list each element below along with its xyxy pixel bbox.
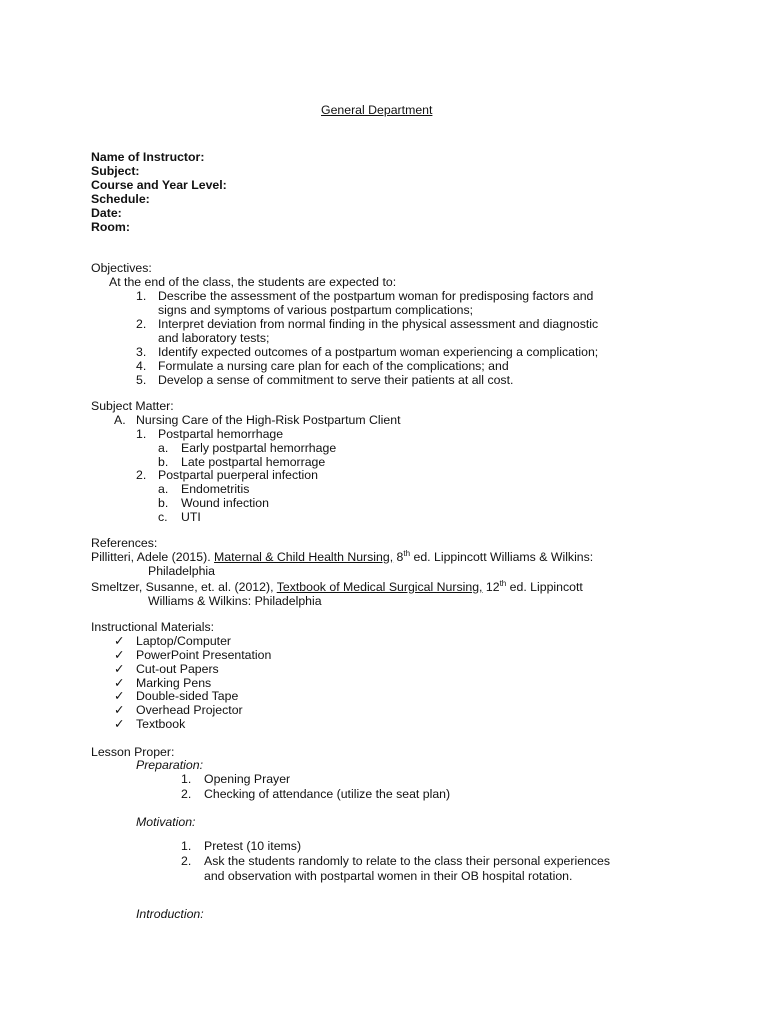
reference-edition-suffix: th	[499, 578, 507, 588]
objective-text: Formulate a nursing care plan for each of the complications; and	[158, 359, 509, 373]
checkmark-icon: ✓	[114, 703, 125, 717]
reference-title: Textbook of Medical Surgical Nursing,	[276, 580, 483, 594]
material-item	[114, 662, 219, 676]
field-course-year: Course and Year Level:	[91, 178, 227, 192]
reference-continuation: Philadelphia	[148, 564, 216, 578]
objective-number: 1.	[136, 289, 147, 303]
material-item	[114, 648, 271, 662]
checkmark-icon: ✓	[114, 676, 125, 690]
reference-edition: 12	[485, 580, 500, 594]
lesson-heading: Lesson Proper:	[91, 745, 175, 759]
objective-number: 2.	[136, 317, 147, 331]
objective-text: Interpret deviation from normal finding in the physical assessment and diagnostic	[158, 317, 599, 331]
objective-text: Describe the assessment of the postpartum woman for predisposing factors and	[158, 289, 594, 303]
motivation-label: Motivation:	[136, 815, 196, 829]
subtopic-marker: b.	[158, 496, 169, 510]
reference-entry	[91, 550, 593, 564]
objective-text: and laboratory tests;	[158, 331, 270, 345]
material-label: Marking Pens	[136, 676, 212, 690]
reference-edition-suffix: th	[403, 548, 411, 558]
reference-continuation: Williams & Wilkins: Philadelphia	[148, 594, 322, 608]
objective-number: 5.	[136, 373, 147, 387]
subject-matter-heading: Subject Matter:	[91, 399, 174, 413]
material-item	[114, 676, 211, 690]
subtopic-marker: a.	[158, 441, 169, 455]
topic-number: 2.	[136, 468, 147, 482]
material-label: Textbook	[136, 717, 186, 731]
checkmark-icon: ✓	[114, 689, 125, 703]
checkmark-icon: ✓	[114, 648, 125, 662]
preparation-label: Preparation:	[136, 758, 203, 772]
introduction-label: Introduction:	[136, 907, 204, 921]
objectives-heading: Objectives:	[91, 261, 152, 275]
topic-number: 1.	[136, 427, 147, 441]
checkmark-icon: ✓	[114, 662, 125, 676]
material-item	[114, 634, 231, 648]
objective-text: Develop a sense of commitment to serve their patients at all cost.	[158, 373, 514, 387]
references-heading: References:	[91, 536, 158, 550]
preparation-step: Opening Prayer	[204, 772, 291, 786]
subtopic-marker: b.	[158, 455, 169, 469]
preparation-number: 2.	[181, 787, 192, 801]
material-label: Double-sided Tape	[136, 689, 239, 703]
motivation-number: 2.	[181, 854, 192, 868]
subtopic-marker: c.	[158, 510, 168, 524]
reference-entry	[91, 580, 583, 594]
checkmark-icon: ✓	[114, 717, 125, 731]
material-label: PowerPoint Presentation	[136, 648, 272, 662]
motivation-step: Ask the students randomly to relate to the class their personal experiences	[204, 854, 611, 868]
material-label: Cut-out Papers	[136, 662, 219, 676]
objective-number: 3.	[136, 345, 147, 359]
field-date: Date:	[91, 206, 122, 220]
subtopic-text: Early postpartal hemorrhage	[181, 441, 337, 455]
preparation-step: Checking of attendance (utilize the seat plan)	[204, 787, 451, 801]
reference-author: Smeltzer, Susanne, et. al. (2012),	[91, 580, 274, 594]
motivation-step: Pretest (10 items)	[204, 839, 302, 853]
motivation-number: 1.	[181, 839, 192, 853]
reference-author: Pillitteri, Adele (2015).	[91, 550, 211, 564]
topic-text: Postpartal hemorrhage	[158, 427, 284, 441]
material-label: Laptop/Computer	[136, 634, 232, 648]
reference-publisher: ed. Lippincott	[509, 580, 583, 594]
subject-main-text: Nursing Care of the High-Risk Postpartum Client	[136, 413, 401, 427]
subtopic-text: Endometritis	[181, 482, 250, 496]
objectives-intro: At the end of the class, the students are expected to:	[109, 275, 397, 289]
field-room: Room:	[91, 220, 130, 234]
material-item	[114, 717, 185, 731]
materials-heading: Instructional Materials:	[91, 620, 215, 634]
subtopic-text: Wound infection	[181, 496, 269, 510]
subject-main-marker: A.	[114, 413, 126, 427]
material-item	[114, 689, 238, 703]
field-instructor: Name of Instructor:	[91, 150, 205, 164]
objective-number: 4.	[136, 359, 147, 373]
subtopic-marker: a.	[158, 482, 169, 496]
reference-publisher: ed. Lippincott Williams & Wilkins:	[413, 550, 594, 564]
field-schedule: Schedule:	[91, 192, 150, 206]
field-subject: Subject:	[91, 164, 140, 178]
motivation-step: and observation with postpartal women in their OB hospital rotation.	[204, 869, 573, 883]
subtopic-text: Late postpartal hemorrage	[181, 455, 326, 469]
reference-edition: 8	[396, 550, 404, 564]
material-label: Overhead Projector	[136, 703, 243, 717]
objective-text: Identify expected outcomes of a postpartum woman experiencing a complication;	[158, 345, 599, 359]
preparation-number: 1.	[181, 772, 192, 786]
material-item	[114, 703, 243, 717]
document-title: General Department	[321, 103, 433, 117]
objective-text: signs and symptoms of various postpartum complications;	[158, 303, 474, 317]
subtopic-text: UTI	[181, 510, 201, 524]
topic-text: Postpartal puerperal infection	[158, 468, 318, 482]
checkmark-icon: ✓	[114, 634, 125, 648]
reference-title: Maternal & Child Health Nursing,	[214, 550, 394, 564]
